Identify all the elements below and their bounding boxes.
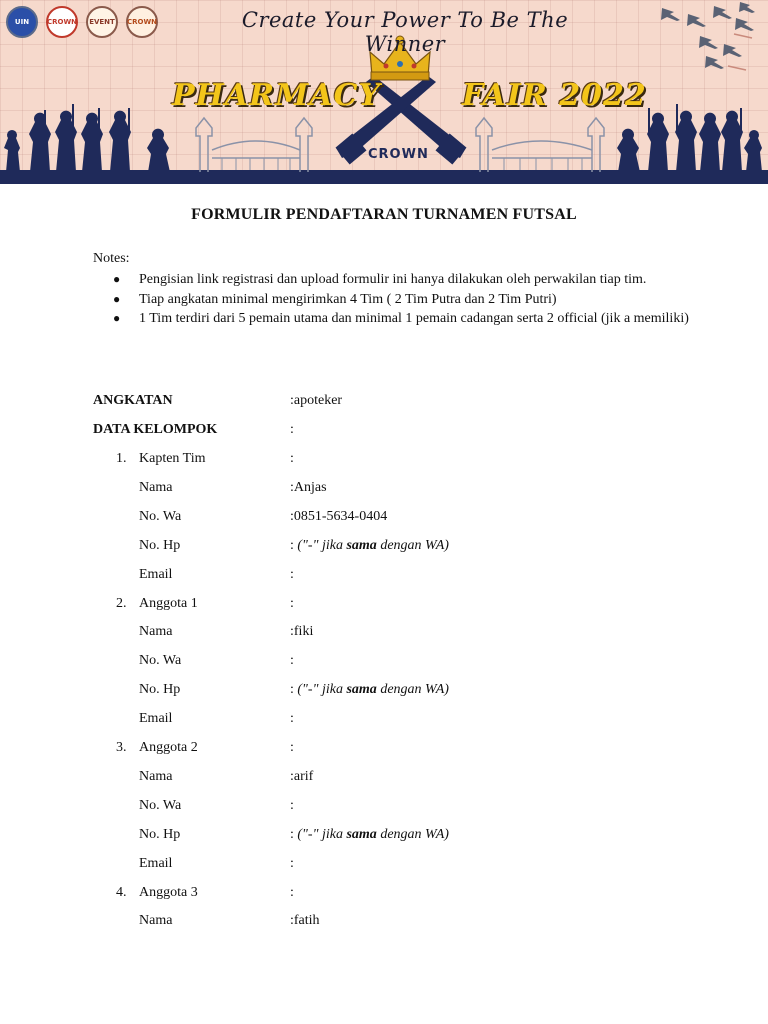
field-label: Nama xyxy=(139,480,173,495)
banner-title-pharmacy: PHARMACY xyxy=(172,78,381,113)
field-row-nama xyxy=(0,480,768,502)
member-number: 3. xyxy=(116,740,127,755)
field-label: No. Wa xyxy=(139,653,182,668)
member-number: 4. xyxy=(116,885,127,900)
hp-hint: : ("-" jika sama dengan WA) xyxy=(290,538,449,553)
angkatan-label: ANGKATAN xyxy=(93,393,173,408)
banner-divider xyxy=(0,176,768,184)
data-kelompok-label: DATA KELOMPOK xyxy=(93,422,218,437)
sponsor-logos xyxy=(6,6,158,38)
field-row-nama xyxy=(0,913,768,935)
member-role-value: : xyxy=(290,740,294,755)
member-heading-row xyxy=(0,451,768,473)
field-row-hp xyxy=(0,538,768,560)
note-item: ● 1 Tim terdiri dari 5 pemain utama dan minimal 1 pemain cadangan serta 2 official (jik a memiliki) xyxy=(113,309,693,329)
note-item: ● Pengisian link registrasi dan upload formulir ini hanya dilakukan oleh perwakilan tiap tim. xyxy=(113,270,693,290)
field-label: Email xyxy=(139,567,173,582)
member-role: Anggota 3 xyxy=(139,885,198,900)
member-role: Anggota 2 xyxy=(139,740,198,755)
member-role-value: : xyxy=(290,451,294,466)
field-value: :arif xyxy=(290,769,314,784)
field-row-nama xyxy=(0,624,768,646)
field-label: No. Hp xyxy=(139,538,181,553)
field-label: Email xyxy=(139,856,173,871)
uin-logo-icon: UIN xyxy=(6,6,38,38)
field-value: : xyxy=(290,567,294,582)
bullet-icon: ● xyxy=(113,272,121,286)
crown-emblem-icon: CROWN xyxy=(126,6,158,38)
angkatan-row xyxy=(0,393,768,415)
event-logo-icon: EVENT xyxy=(86,6,118,38)
crown-logo-icon: CROWN xyxy=(46,6,78,38)
bullet-icon: ● xyxy=(113,291,121,306)
hp-hint: : ("-" jika sama dengan WA) xyxy=(290,827,449,842)
field-value: : xyxy=(290,856,294,871)
field-value: :fiki xyxy=(290,624,314,639)
field-value: :0851-5634-0404 xyxy=(290,509,388,524)
hp-hint: : ("-" jika sama dengan WA) xyxy=(290,682,449,697)
form-title: FORMULIR PENDAFTARAN TURNAMEN FUTSAL xyxy=(191,206,577,223)
field-label: Nama xyxy=(139,624,173,639)
member-number: 2. xyxy=(116,596,127,611)
member-heading-row xyxy=(0,596,768,618)
event-banner xyxy=(0,0,768,184)
field-row-nama xyxy=(0,769,768,791)
field-row-email xyxy=(0,711,768,733)
field-label: No. Hp xyxy=(139,682,181,697)
member-heading-row xyxy=(0,885,768,907)
member-role: Kapten Tim xyxy=(139,451,206,466)
soldiers-right-icon xyxy=(617,104,762,172)
member-number: 1. xyxy=(116,451,127,466)
field-label: No. Wa xyxy=(139,509,182,524)
field-label: Email xyxy=(139,711,173,726)
member-role-value: : xyxy=(290,596,294,611)
field-row-wa xyxy=(0,653,768,675)
field-label: Nama xyxy=(139,913,173,928)
field-row-email xyxy=(0,567,768,589)
field-row-wa xyxy=(0,509,768,531)
angkatan-value: :apoteker xyxy=(290,393,343,408)
member-heading-row xyxy=(0,740,768,762)
field-label: No. Wa xyxy=(139,798,182,813)
banner-title-fair: FAIR 2022 xyxy=(462,78,647,113)
data-kelompok-row xyxy=(0,422,768,444)
field-value: : xyxy=(290,798,294,813)
field-row-email xyxy=(0,856,768,878)
field-row-hp xyxy=(0,827,768,849)
field-value: : xyxy=(290,711,294,726)
soldiers-left-icon xyxy=(4,104,170,172)
banner-tagline: Create Your Power To Be The Winner xyxy=(241,8,569,56)
field-row-wa xyxy=(0,798,768,820)
notes-label: Notes: xyxy=(93,251,130,266)
field-label: Nama xyxy=(139,769,173,784)
field-value: :fatih xyxy=(290,913,320,928)
field-row-hp xyxy=(0,682,768,704)
data-kelompok-value: : xyxy=(290,422,294,437)
notes-list xyxy=(113,270,693,329)
banner-crown-label: CROWN xyxy=(368,147,429,162)
field-value: :Anjas xyxy=(290,480,327,495)
note-item: ● Tiap angkatan minimal mengirimkan 4 Tim ( 2 Tim Putra dan 2 Tim Putri) xyxy=(113,290,693,310)
member-role: Anggota 1 xyxy=(139,596,198,611)
field-value: : xyxy=(290,653,294,668)
member-role-value: : xyxy=(290,885,294,900)
field-label: No. Hp xyxy=(139,827,181,842)
bullet-icon: ● xyxy=(113,311,121,325)
